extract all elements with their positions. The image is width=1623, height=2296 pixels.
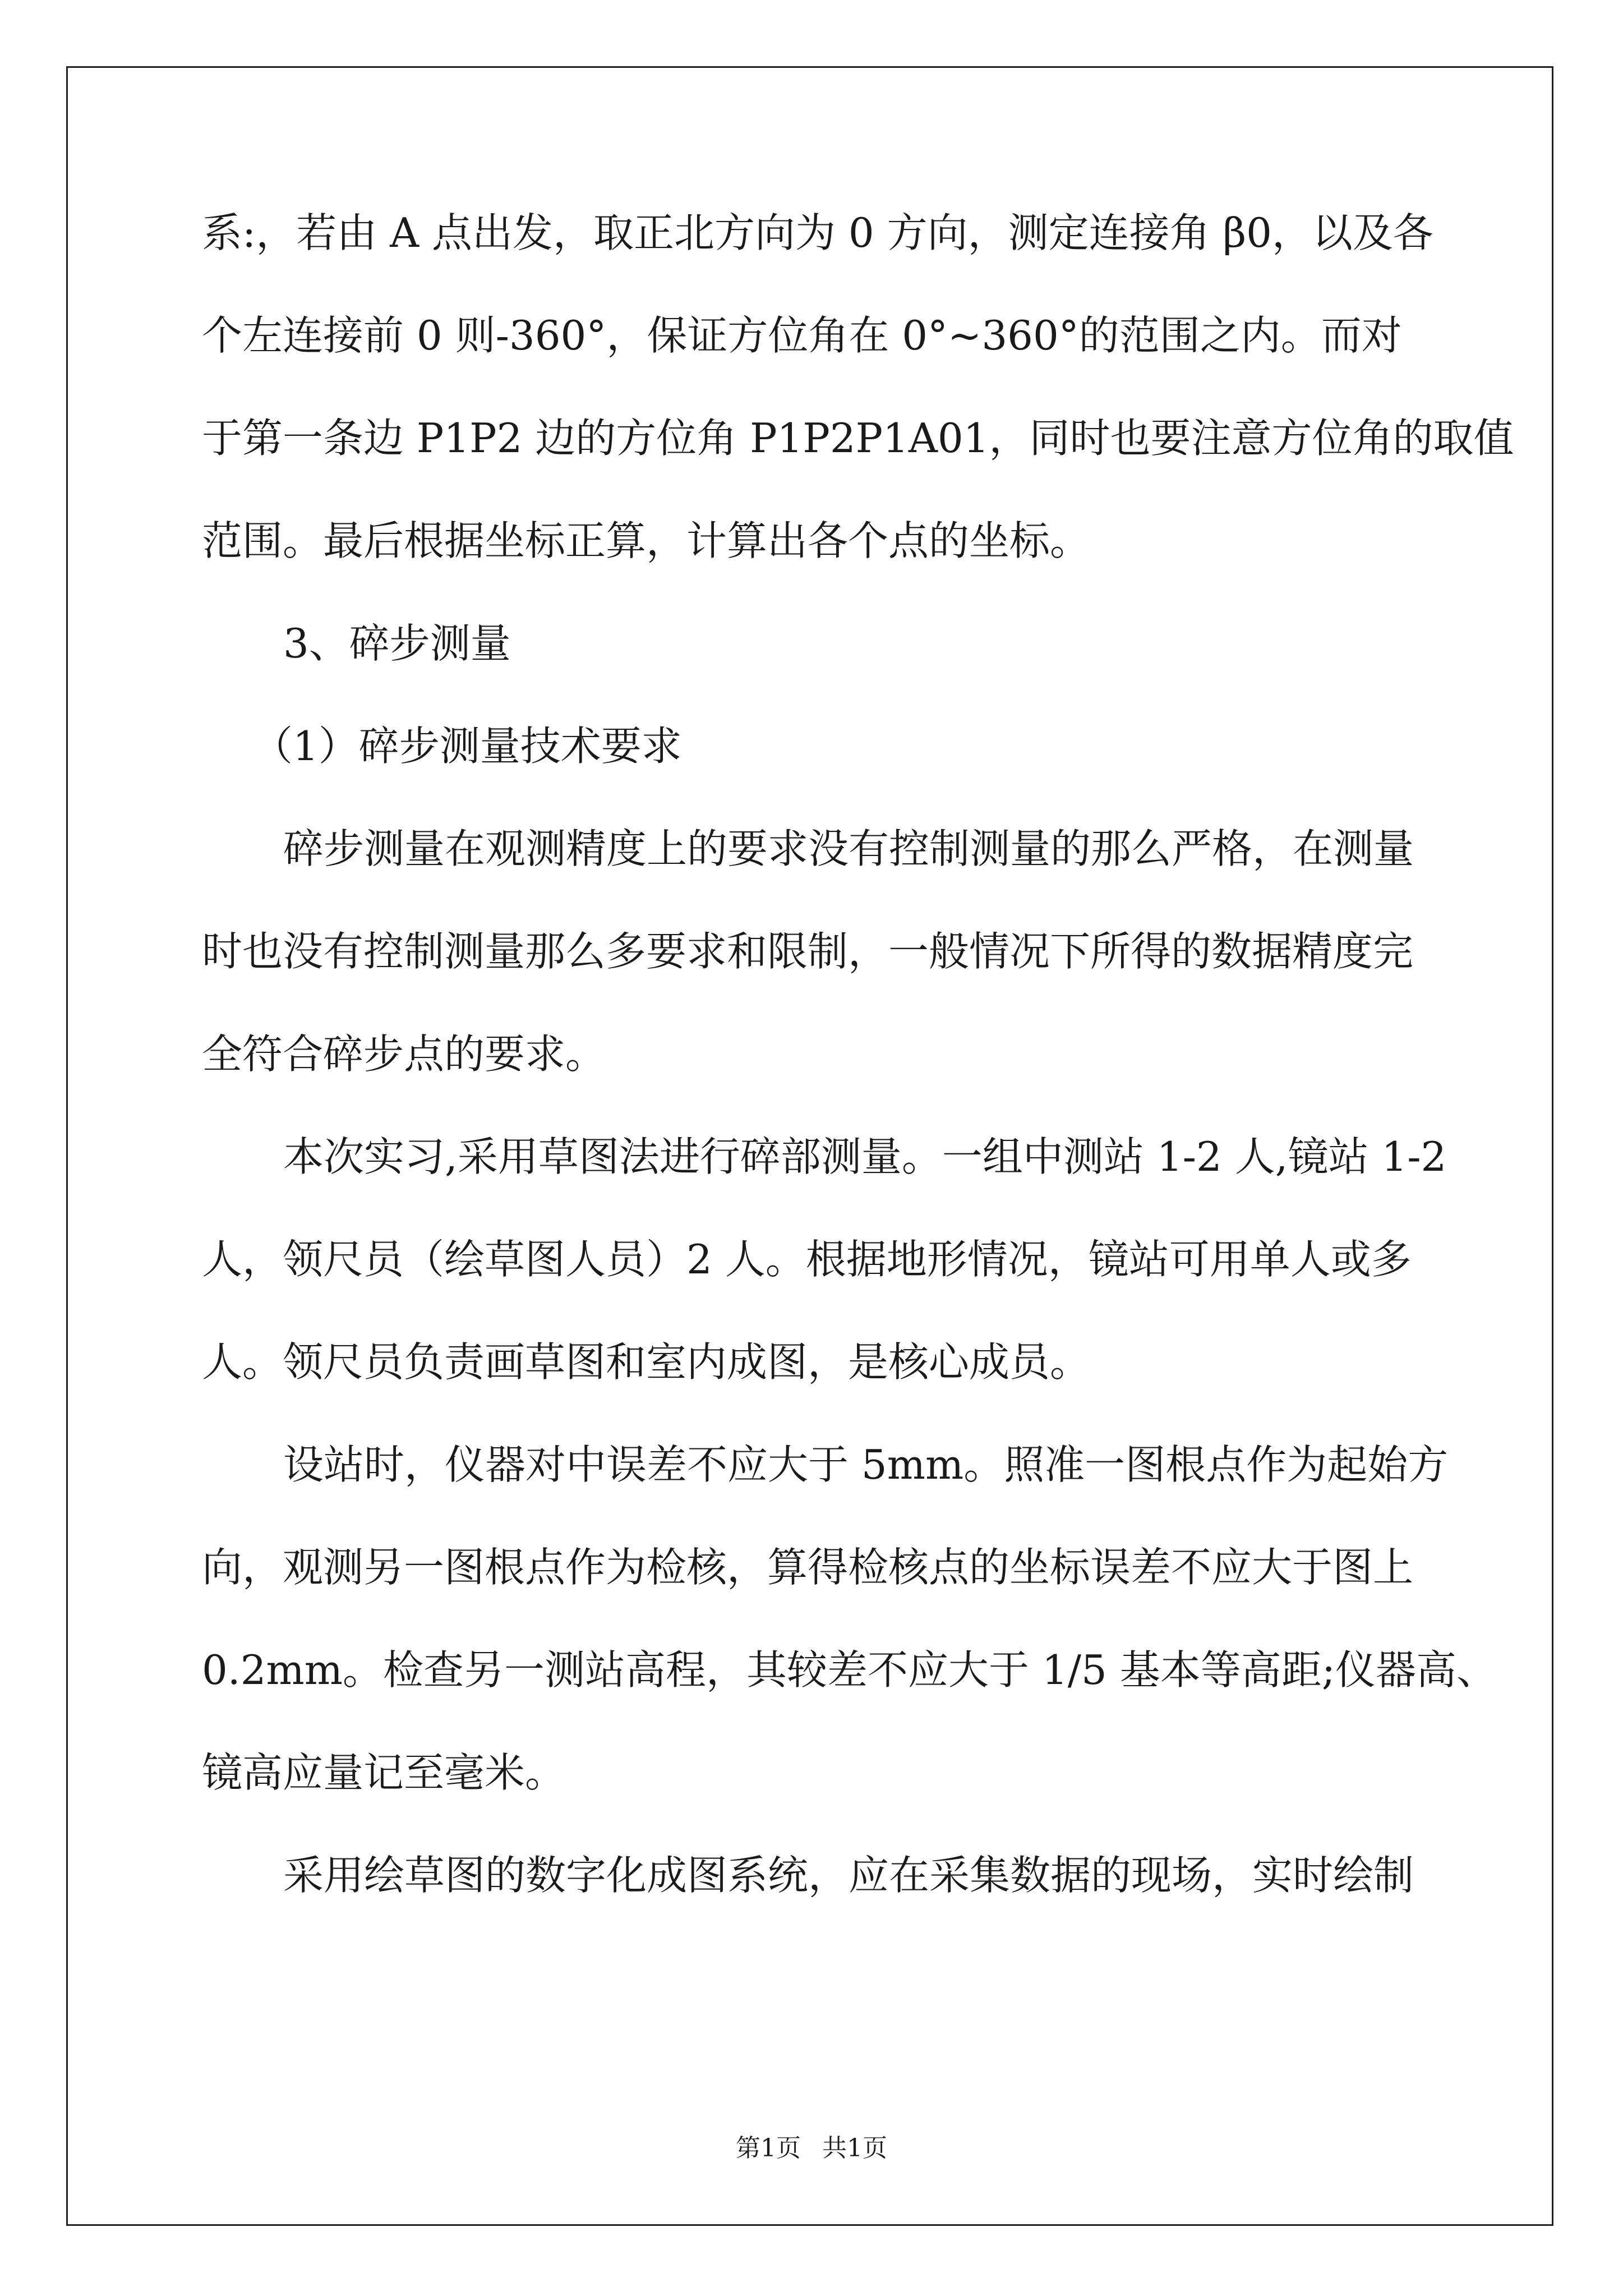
paragraph-line: 向，观测另一图根点作为检核，算得检核点的坐标误差不应大于图上: [202, 1544, 1414, 1591]
paragraph-line: 个左连接前 0 则-360°，保证方位角在 0°~360°的范围之内。而对: [202, 312, 1402, 359]
paragraph-line: 镜高应量记至毫米。: [202, 1749, 566, 1796]
paragraph-line: 于第一条边 P1P2 边的方位角 P1P2P1A01，同时也要注意方位角的取值: [202, 415, 1514, 462]
paragraph-line: 碎步测量在观测精度上的要求没有控制测量的那么严格，在测量: [283, 825, 1414, 872]
paragraph-line: 全符合碎步点的要求。: [202, 1030, 606, 1078]
section-heading: 3、碎步测量: [283, 620, 511, 667]
paragraph-line: 采用绘草图的数字化成图系统，应在采集数据的现场，实时绘制: [283, 1852, 1414, 1899]
page-footer: [0, 2132, 1623, 2165]
page-total: 共1页: [822, 2134, 887, 2162]
paragraph-line: 人，领尺员（绘草图人员）2 人。根据地形情况，镜站可用单人或多: [202, 1236, 1412, 1283]
page-number: 第1页: [736, 2134, 801, 2162]
paragraph-line: 范围。最后根据坐标正算，计算出各个点的坐标。: [202, 517, 1091, 564]
subsection-heading: （1）碎步测量技术要求: [252, 723, 682, 770]
paragraph-line: 系:，若由 A 点出发，取正北方向为 0 方向，测定连接角 β0，以及各: [202, 209, 1433, 256]
paragraph-line: 本次实习,采用草图法进行碎部测量。一组中测站 1-2 人,镜站 1-2: [283, 1133, 1447, 1180]
paragraph-line: 人。领尺员负责画草图和室内成图，是核心成员。: [202, 1338, 1091, 1386]
paragraph-line: 时也没有控制测量那么多要求和限制，一般情况下所得的数据精度完: [202, 928, 1414, 975]
paragraph-line: 设站时，仪器对中误差不应大于 5mm。照准一图根点作为起始方: [283, 1441, 1449, 1488]
paragraph-line: 0.2mm。检查另一测站高程，其较差不应大于 1/5 基本等高距;仪器高、: [202, 1646, 1497, 1694]
